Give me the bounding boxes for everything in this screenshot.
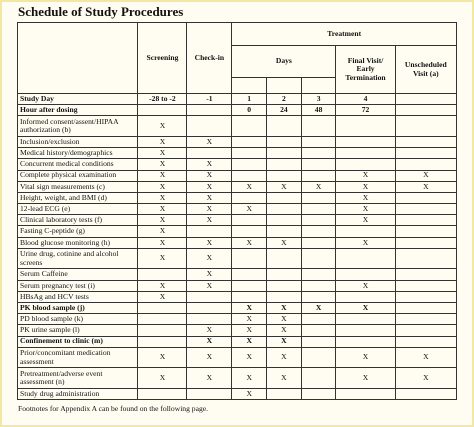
- procedure-mark: [301, 368, 336, 389]
- procedure-label: Fasting C-peptide (g): [18, 226, 138, 237]
- procedure-mark: X: [138, 347, 187, 368]
- procedure-mark: X: [232, 314, 267, 325]
- procedure-mark: [232, 116, 267, 137]
- header-days-blank: [232, 78, 267, 94]
- table-row: [18, 336, 457, 347]
- procedure-mark: [301, 237, 336, 248]
- procedure-label: PK blood sample (j): [18, 303, 138, 314]
- procedure-mark: X: [267, 181, 302, 192]
- table-row: [18, 148, 457, 159]
- procedure-label: Clinical laboratory tests (f): [18, 215, 138, 226]
- procedure-mark: [138, 314, 187, 325]
- procedure-mark: [267, 170, 302, 181]
- table-row: [18, 116, 457, 137]
- procedure-mark: X: [138, 215, 187, 226]
- hour-cell: 48: [301, 105, 336, 116]
- procedure-mark: [232, 148, 267, 159]
- procedure-mark: [267, 136, 302, 147]
- procedure-mark: [267, 388, 302, 399]
- procedure-mark: [232, 291, 267, 302]
- procedure-mark: [301, 136, 336, 147]
- procedure-mark: X: [232, 237, 267, 248]
- procedure-mark: X: [336, 368, 395, 389]
- procedure-mark: X: [232, 388, 267, 399]
- table-row: [18, 368, 457, 389]
- procedure-mark: [187, 148, 232, 159]
- procedure-mark: [395, 280, 456, 291]
- procedure-mark: X: [187, 325, 232, 336]
- procedure-mark: X: [138, 280, 187, 291]
- table-row: [18, 181, 457, 192]
- procedure-mark: X: [187, 159, 232, 170]
- procedure-mark: X: [138, 159, 187, 170]
- procedure-mark: [395, 388, 456, 399]
- table-row: [18, 388, 457, 399]
- row-label: Hour after dosing: [18, 105, 138, 116]
- procedure-mark: [138, 269, 187, 280]
- procedure-mark: [267, 291, 302, 302]
- procedure-mark: [267, 159, 302, 170]
- table-title: Schedule of Study Procedures: [18, 4, 184, 19]
- row-label: Study Day: [18, 94, 138, 105]
- header-final-visit: Final Visit/ Early Termination: [336, 46, 395, 94]
- procedure-mark: X: [395, 368, 456, 389]
- procedure-mark: X: [232, 325, 267, 336]
- study-day-cell: 4: [336, 94, 395, 105]
- table-row: [18, 347, 457, 368]
- table-row: [18, 159, 457, 170]
- procedure-mark: [395, 314, 456, 325]
- procedure-mark: [232, 170, 267, 181]
- procedure-label: 12-lead ECG (e): [18, 204, 138, 215]
- procedure-mark: [395, 148, 456, 159]
- procedure-mark: X: [267, 314, 302, 325]
- procedure-mark: [395, 215, 456, 226]
- procedure-mark: [187, 116, 232, 137]
- hour-cell: [187, 105, 232, 116]
- study-day-cell: [395, 94, 456, 105]
- study-day-cell: 2: [267, 94, 302, 105]
- procedure-mark: [395, 269, 456, 280]
- procedure-mark: [301, 347, 336, 368]
- procedure-mark: X: [336, 215, 395, 226]
- procedure-mark: X: [267, 237, 302, 248]
- procedure-mark: [336, 148, 395, 159]
- procedure-mark: [395, 237, 456, 248]
- procedure-label: Pretreatment/adverse event assessment (n): [18, 368, 138, 389]
- procedure-mark: [395, 204, 456, 215]
- procedure-mark: [232, 280, 267, 291]
- procedure-mark: X: [138, 204, 187, 215]
- procedure-mark: [301, 388, 336, 399]
- procedure-label: PK urine sample (l): [18, 325, 138, 336]
- procedure-mark: X: [301, 181, 336, 192]
- procedure-mark: X: [395, 181, 456, 192]
- procedure-mark: [336, 136, 395, 147]
- procedure-label: Height, weight, and BMI (d): [18, 192, 138, 203]
- procedure-mark: [301, 204, 336, 215]
- procedure-mark: [395, 248, 456, 269]
- procedure-mark: [336, 159, 395, 170]
- procedure-mark: X: [138, 291, 187, 302]
- procedure-mark: [267, 280, 302, 291]
- procedure-mark: X: [187, 368, 232, 389]
- procedure-mark: [138, 336, 187, 347]
- procedure-mark: [395, 325, 456, 336]
- table-row: [18, 314, 457, 325]
- procedure-mark: X: [336, 181, 395, 192]
- procedure-label: Study drug administration: [18, 388, 138, 399]
- procedure-mark: [267, 226, 302, 237]
- procedure-mark: X: [187, 280, 232, 291]
- procedure-mark: [267, 192, 302, 203]
- procedure-mark: [301, 159, 336, 170]
- procedure-mark: [395, 116, 456, 137]
- procedure-mark: [301, 192, 336, 203]
- table-row: [18, 325, 457, 336]
- procedure-mark: [336, 269, 395, 280]
- procedure-mark: X: [232, 336, 267, 347]
- procedure-label: Inclusion/exclusion: [18, 136, 138, 147]
- footnote: Footnotes for Appendix A can be found on the following page.: [18, 404, 209, 413]
- schedule-table: [17, 22, 457, 400]
- procedure-mark: X: [267, 336, 302, 347]
- header-days-blank: [267, 78, 302, 94]
- procedure-mark: X: [138, 226, 187, 237]
- procedure-mark: [267, 269, 302, 280]
- procedure-mark: [336, 325, 395, 336]
- procedure-mark: X: [395, 170, 456, 181]
- procedure-mark: [267, 148, 302, 159]
- procedure-mark: [336, 248, 395, 269]
- procedure-mark: X: [395, 347, 456, 368]
- procedure-mark: [301, 291, 336, 302]
- procedure-label: PD blood sample (k): [18, 314, 138, 325]
- procedure-mark: [187, 314, 232, 325]
- procedure-mark: [395, 336, 456, 347]
- table-row: [18, 226, 457, 237]
- procedure-mark: [395, 303, 456, 314]
- procedure-mark: [395, 291, 456, 302]
- hour-row: [18, 105, 457, 116]
- procedure-mark: [187, 226, 232, 237]
- procedure-mark: [187, 388, 232, 399]
- hour-cell: 0: [232, 105, 267, 116]
- procedure-mark: [301, 148, 336, 159]
- procedure-mark: X: [187, 136, 232, 147]
- procedure-mark: [336, 388, 395, 399]
- procedure-mark: X: [187, 204, 232, 215]
- procedure-mark: [301, 170, 336, 181]
- procedure-mark: [267, 116, 302, 137]
- procedure-mark: X: [187, 347, 232, 368]
- table-row: [18, 204, 457, 215]
- table-row: [18, 136, 457, 147]
- procedure-mark: X: [138, 192, 187, 203]
- procedure-mark: [232, 159, 267, 170]
- procedure-mark: [301, 226, 336, 237]
- procedure-mark: X: [138, 368, 187, 389]
- schedule-body: [18, 94, 457, 400]
- procedure-label: Concurrent medical conditions: [18, 159, 138, 170]
- procedure-mark: [301, 280, 336, 291]
- procedure-mark: [395, 136, 456, 147]
- procedure-label: Vital sign measurements (c): [18, 181, 138, 192]
- table-row: [18, 280, 457, 291]
- study-day-row: [18, 94, 457, 105]
- procedure-mark: [267, 215, 302, 226]
- procedure-mark: [232, 136, 267, 147]
- header-checkin: Check-in: [187, 23, 232, 94]
- procedure-mark: X: [232, 347, 267, 368]
- procedure-label: Medical history/demographics: [18, 148, 138, 159]
- procedure-label: Urine drug, cotinine and alcohol screens: [18, 248, 138, 269]
- table-row: [18, 170, 457, 181]
- table-row: [18, 248, 457, 269]
- procedure-mark: [301, 336, 336, 347]
- procedure-mark: [395, 226, 456, 237]
- procedure-label: Confinement to clinic (m): [18, 336, 138, 347]
- procedure-mark: X: [301, 303, 336, 314]
- procedure-mark: X: [336, 280, 395, 291]
- procedure-label: Serum Caffeine: [18, 269, 138, 280]
- procedure-mark: [336, 314, 395, 325]
- procedure-label: Prior/concomitant medication assessment: [18, 347, 138, 368]
- procedure-mark: [301, 116, 336, 137]
- procedure-mark: X: [187, 215, 232, 226]
- header-days: Days: [232, 46, 336, 78]
- procedure-mark: X: [267, 303, 302, 314]
- procedure-mark: X: [336, 170, 395, 181]
- procedure-mark: X: [336, 303, 395, 314]
- header-days-blank: [301, 78, 336, 94]
- procedure-mark: X: [187, 192, 232, 203]
- procedure-mark: X: [138, 136, 187, 147]
- procedure-mark: [232, 192, 267, 203]
- procedure-mark: [138, 388, 187, 399]
- study-day-cell: 3: [301, 94, 336, 105]
- procedure-mark: [301, 215, 336, 226]
- hour-cell: [138, 105, 187, 116]
- study-day-cell: 1: [232, 94, 267, 105]
- table-row: [18, 303, 457, 314]
- procedure-label: Blood glucose monitoring (h): [18, 237, 138, 248]
- procedure-mark: [336, 336, 395, 347]
- procedure-mark: X: [138, 237, 187, 248]
- procedure-mark: X: [232, 181, 267, 192]
- procedure-mark: X: [138, 181, 187, 192]
- hour-cell: [395, 105, 456, 116]
- table-row: [18, 269, 457, 280]
- procedure-mark: [138, 303, 187, 314]
- header-blank-cell: [18, 23, 138, 94]
- procedure-mark: X: [232, 368, 267, 389]
- procedure-mark: X: [138, 148, 187, 159]
- table-row: [18, 215, 457, 226]
- procedure-mark: X: [267, 368, 302, 389]
- procedure-mark: X: [336, 204, 395, 215]
- hour-cell: 72: [336, 105, 395, 116]
- procedure-label: Informed consent/assent/HIPAA authorization (b): [18, 116, 138, 137]
- procedure-label: HBsAg and HCV tests: [18, 291, 138, 302]
- procedure-mark: X: [267, 347, 302, 368]
- table-row: [18, 291, 457, 302]
- study-day-cell: -1: [187, 94, 232, 105]
- procedure-mark: [395, 159, 456, 170]
- procedure-mark: X: [336, 192, 395, 203]
- procedure-mark: [267, 204, 302, 215]
- table-row: [18, 192, 457, 203]
- procedure-mark: X: [138, 248, 187, 269]
- procedure-mark: X: [187, 237, 232, 248]
- study-day-cell: -28 to -2: [138, 94, 187, 105]
- header-unscheduled-visit: Unscheduled Visit (a): [395, 46, 456, 94]
- procedure-mark: [336, 226, 395, 237]
- procedure-mark: X: [187, 336, 232, 347]
- procedure-mark: [187, 291, 232, 302]
- procedure-mark: X: [187, 269, 232, 280]
- header-treatment: Treatment: [232, 23, 457, 46]
- procedure-mark: [336, 291, 395, 302]
- procedure-mark: [232, 248, 267, 269]
- procedure-mark: X: [187, 248, 232, 269]
- procedure-mark: [301, 248, 336, 269]
- header-screening: Screening: [138, 23, 187, 94]
- procedure-mark: [232, 215, 267, 226]
- procedure-mark: [232, 226, 267, 237]
- table-row: [18, 237, 457, 248]
- procedure-mark: [336, 116, 395, 137]
- procedure-mark: [138, 325, 187, 336]
- procedure-mark: [301, 314, 336, 325]
- procedure-mark: X: [138, 116, 187, 137]
- procedure-mark: [232, 269, 267, 280]
- procedure-mark: X: [267, 325, 302, 336]
- hour-cell: 24: [267, 105, 302, 116]
- procedure-mark: [395, 192, 456, 203]
- procedure-label: Serum pregnancy test (i): [18, 280, 138, 291]
- procedure-mark: [301, 269, 336, 280]
- procedure-mark: X: [138, 170, 187, 181]
- procedure-mark: [187, 303, 232, 314]
- procedure-mark: X: [232, 204, 267, 215]
- procedure-mark: X: [336, 347, 395, 368]
- procedure-mark: X: [232, 303, 267, 314]
- procedure-mark: [267, 248, 302, 269]
- procedure-mark: X: [336, 237, 395, 248]
- procedure-label: Complete physical examination: [18, 170, 138, 181]
- procedure-mark: X: [187, 181, 232, 192]
- procedure-mark: [301, 325, 336, 336]
- procedure-mark: X: [187, 170, 232, 181]
